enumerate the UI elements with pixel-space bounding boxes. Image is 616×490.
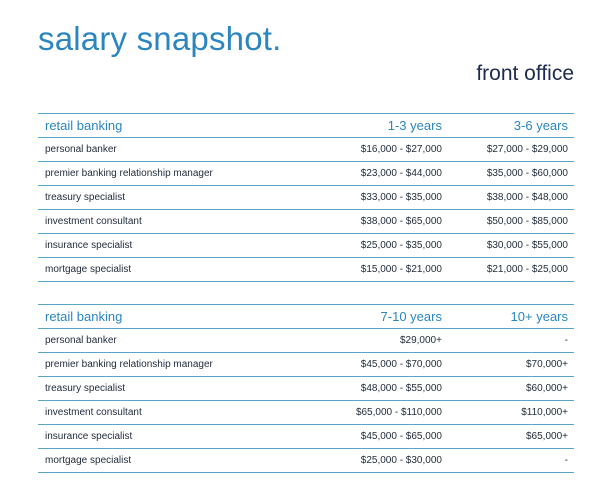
header-period-1: 7-10 years <box>380 309 442 324</box>
table-row <box>38 162 574 186</box>
table-row <box>38 329 574 353</box>
role-name: investment consultant <box>45 407 142 418</box>
salary-range: $70,000+ <box>526 359 568 370</box>
salary-range: $30,000 - $55,000 <box>486 240 568 251</box>
role-name: mortgage specialist <box>45 264 132 275</box>
role-name: mortgage specialist <box>45 455 132 466</box>
table-row <box>38 401 574 425</box>
salary-range: $110,000+ <box>521 407 568 418</box>
table-row <box>38 449 574 473</box>
salary-range: $23,000 - $44,000 <box>360 168 442 179</box>
table-row <box>38 210 574 234</box>
header-period-2: 3-6 years <box>513 118 568 133</box>
salary-range: $65,000 - $110,000 <box>355 407 442 418</box>
role-name: insurance specialist <box>45 431 133 442</box>
role-name: premier banking relationship manager <box>45 359 213 370</box>
salary-range: $16,000 - $27,000 <box>360 144 442 155</box>
salary-range: $38,000 - $48,000 <box>486 192 568 203</box>
salary-range: $65,000+ <box>526 431 568 442</box>
role-name: premier banking relationship manager <box>45 168 213 179</box>
salary-range: $48,000 - $55,000 <box>360 383 442 394</box>
salary-table-early-career <box>38 113 574 282</box>
salary-range: $29,000+ <box>399 335 442 346</box>
page-subtitle: front office <box>476 62 574 85</box>
role-name: investment consultant <box>45 216 142 227</box>
table-header <box>38 304 574 329</box>
salary-range: $21,000 - $25,000 <box>486 264 568 275</box>
salary-range: $50,000 - $85,000 <box>486 216 568 227</box>
salary-table-senior-career <box>38 304 574 473</box>
role-name: treasury specialist <box>45 383 126 394</box>
header-period-1: 1-3 years <box>387 118 442 133</box>
header-category: retail banking <box>45 309 123 324</box>
header-period-2: 10+ years <box>510 309 568 324</box>
role-name: personal banker <box>45 335 117 346</box>
header-category: retail banking <box>45 118 123 133</box>
role-name: personal banker <box>45 144 117 155</box>
salary-range: - <box>564 335 568 346</box>
page-title: salary snapshot. <box>38 20 282 57</box>
salary-range: $25,000 - $35,000 <box>360 240 442 251</box>
role-name: treasury specialist <box>45 192 126 203</box>
salary-range: $38,000 - $65,000 <box>360 216 442 227</box>
salary-range: $33,000 - $35,000 <box>360 192 442 203</box>
table-row <box>38 353 574 377</box>
salary-range: - <box>564 455 568 466</box>
salary-range: $15,000 - $21,000 <box>360 264 442 275</box>
salary-range: $45,000 - $65,000 <box>360 431 442 442</box>
table-row <box>38 377 574 401</box>
role-name: insurance specialist <box>45 240 133 251</box>
table-row <box>38 258 574 282</box>
table-header <box>38 113 574 138</box>
salary-range: $45,000 - $70,000 <box>360 359 442 370</box>
salary-range: $60,000+ <box>526 383 568 394</box>
salary-range: $25,000 - $30,000 <box>360 455 442 466</box>
table-row <box>38 425 574 449</box>
salary-range: $35,000 - $60,000 <box>486 168 568 179</box>
table-row <box>38 234 574 258</box>
table-row <box>38 186 574 210</box>
table-row <box>38 138 574 162</box>
salary-range: $27,000 - $29,000 <box>486 144 568 155</box>
